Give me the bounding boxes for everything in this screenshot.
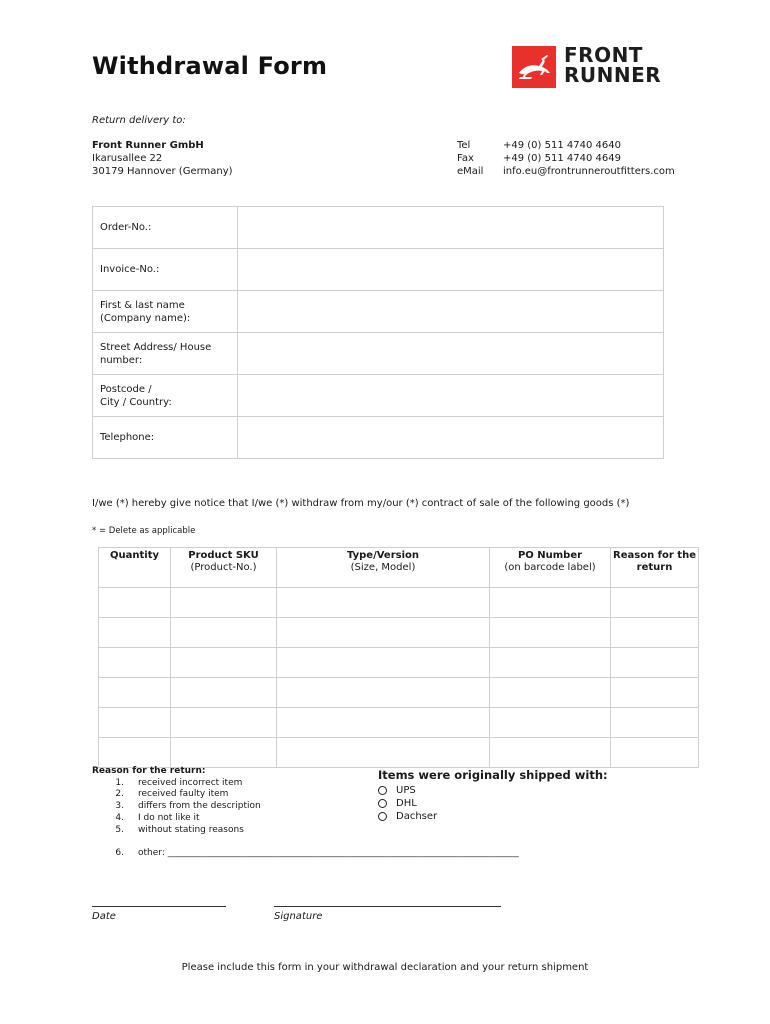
- table-cell[interactable]: [171, 648, 277, 678]
- signature-line[interactable]: [274, 906, 501, 907]
- table-cell[interactable]: [490, 648, 611, 678]
- table-cell[interactable]: [171, 588, 277, 618]
- invoice-no-label: Invoice-No.:: [93, 249, 238, 291]
- company-street: Ikarusallee 22: [92, 153, 163, 164]
- order-no-row: [93, 207, 664, 249]
- logo-line-1: FRONT: [564, 43, 643, 67]
- return-reasons: [92, 766, 261, 836]
- contact-tel: Tel +49 (0) 511 4740 4640: [457, 140, 621, 151]
- table-row: [99, 708, 699, 738]
- goods-header-row: [99, 548, 699, 588]
- table-cell[interactable]: [611, 618, 699, 648]
- postcode-field[interactable]: [238, 375, 664, 417]
- header-reason: Reason for the return: [611, 548, 699, 588]
- table-cell[interactable]: [611, 708, 699, 738]
- list-item: 5. without stating reasons: [115, 824, 244, 835]
- date-line[interactable]: [92, 906, 226, 907]
- return-delivery-label: Return delivery to:: [92, 115, 186, 126]
- withdrawal-notice: I/we (*) hereby give notice that I/we (*) withdraw from my/our (*) contract of sale of the following goods (*): [92, 498, 630, 509]
- order-no-field[interactable]: [238, 207, 664, 249]
- table-cell[interactable]: [99, 738, 171, 768]
- reasons-list: [92, 778, 261, 837]
- invoice-no-field[interactable]: [238, 249, 664, 291]
- name-row: [93, 291, 664, 333]
- header-product-sku: Product SKU (Product-No.): [171, 548, 277, 588]
- date-label: Date: [92, 911, 116, 922]
- table-cell[interactable]: [277, 648, 490, 678]
- table-cell[interactable]: [490, 708, 611, 738]
- table-cell[interactable]: [99, 618, 171, 648]
- table-cell[interactable]: [171, 738, 277, 768]
- table-row: [99, 588, 699, 618]
- carrier-dhl[interactable]: DHL: [378, 797, 608, 810]
- table-cell[interactable]: [490, 678, 611, 708]
- contact-fax: Fax +49 (0) 511 4740 4649: [457, 153, 621, 164]
- table-cell[interactable]: [490, 618, 611, 648]
- signature-label: Signature: [274, 911, 323, 922]
- postcode-row: [93, 375, 664, 417]
- table-cell[interactable]: [277, 738, 490, 768]
- telephone-row: [93, 417, 664, 459]
- postcode-label: Postcode / City / Country:: [93, 375, 238, 417]
- footer-note: Please include this form in your withdrawal declaration and your return shipment: [181, 962, 589, 973]
- table-cell[interactable]: [99, 588, 171, 618]
- order-no-label: Order-No.:: [93, 207, 238, 249]
- reasons-heading: Reason for the return:: [92, 766, 206, 776]
- page-title: Withdrawal Form: [92, 52, 328, 80]
- table-cell[interactable]: [490, 588, 611, 618]
- street-row: [93, 333, 664, 375]
- table-cell[interactable]: [277, 708, 490, 738]
- logo-line-2: RUNNER: [564, 63, 662, 87]
- header-type-version: Type/Version (Size, Model): [277, 548, 490, 588]
- radio-circle-icon[interactable]: [378, 812, 387, 821]
- header-po-number: PO Number (on barcode label): [490, 548, 611, 588]
- table-cell[interactable]: [611, 738, 699, 768]
- radio-circle-icon[interactable]: [378, 786, 387, 795]
- invoice-no-row: [93, 249, 664, 291]
- table-cell[interactable]: [277, 588, 490, 618]
- table-cell[interactable]: [99, 708, 171, 738]
- table-cell[interactable]: [490, 738, 611, 768]
- radio-circle-icon[interactable]: [378, 799, 387, 808]
- street-label: Street Address/ House number:: [93, 333, 238, 375]
- table-cell[interactable]: [611, 588, 699, 618]
- table-cell[interactable]: [99, 648, 171, 678]
- carrier-dachser[interactable]: Dachser: [378, 810, 608, 823]
- list-item: 2. received faulty item: [115, 789, 229, 800]
- list-item: 3. differs from the description: [115, 801, 261, 812]
- other-reason[interactable]: 6. other: ______________________________________________________________________________: [115, 848, 519, 858]
- company-city: 30179 Hannover (Germany): [92, 166, 233, 177]
- company-name: Front Runner GmbH: [92, 140, 204, 151]
- telephone-field[interactable]: [238, 417, 664, 459]
- goods-table: [98, 547, 699, 768]
- table-row: [99, 738, 699, 768]
- carrier-ups[interactable]: UPS: [378, 784, 608, 797]
- table-row: [99, 648, 699, 678]
- contact-info: [457, 139, 675, 178]
- customer-info-table: [92, 206, 664, 459]
- table-cell[interactable]: [171, 708, 277, 738]
- table-cell[interactable]: [277, 618, 490, 648]
- table-cell[interactable]: [611, 678, 699, 708]
- table-row: [99, 678, 699, 708]
- table-row: [99, 618, 699, 648]
- telephone-label: Telephone:: [93, 417, 238, 459]
- front-runner-logo: [512, 43, 682, 90]
- company-address: [92, 139, 233, 178]
- header-quantity: Quantity: [99, 548, 171, 588]
- list-item: 4. I do not like it: [115, 812, 200, 823]
- shipped-heading: Items were originally shipped with:: [378, 768, 608, 782]
- shipping-carrier: [378, 768, 608, 823]
- list-item: 1. received incorrect item: [115, 777, 243, 788]
- name-field[interactable]: [238, 291, 664, 333]
- table-cell[interactable]: [171, 678, 277, 708]
- delete-note: * = Delete as applicable: [92, 526, 196, 536]
- table-cell[interactable]: [99, 678, 171, 708]
- name-label: First & last name (Company name):: [93, 291, 238, 333]
- table-cell[interactable]: [611, 648, 699, 678]
- table-cell[interactable]: [277, 678, 490, 708]
- table-cell[interactable]: [171, 618, 277, 648]
- contact-email: eMail info.eu@frontrunneroutfitters.com: [457, 166, 675, 177]
- antelope-logo-icon: [512, 46, 556, 88]
- street-field[interactable]: [238, 333, 664, 375]
